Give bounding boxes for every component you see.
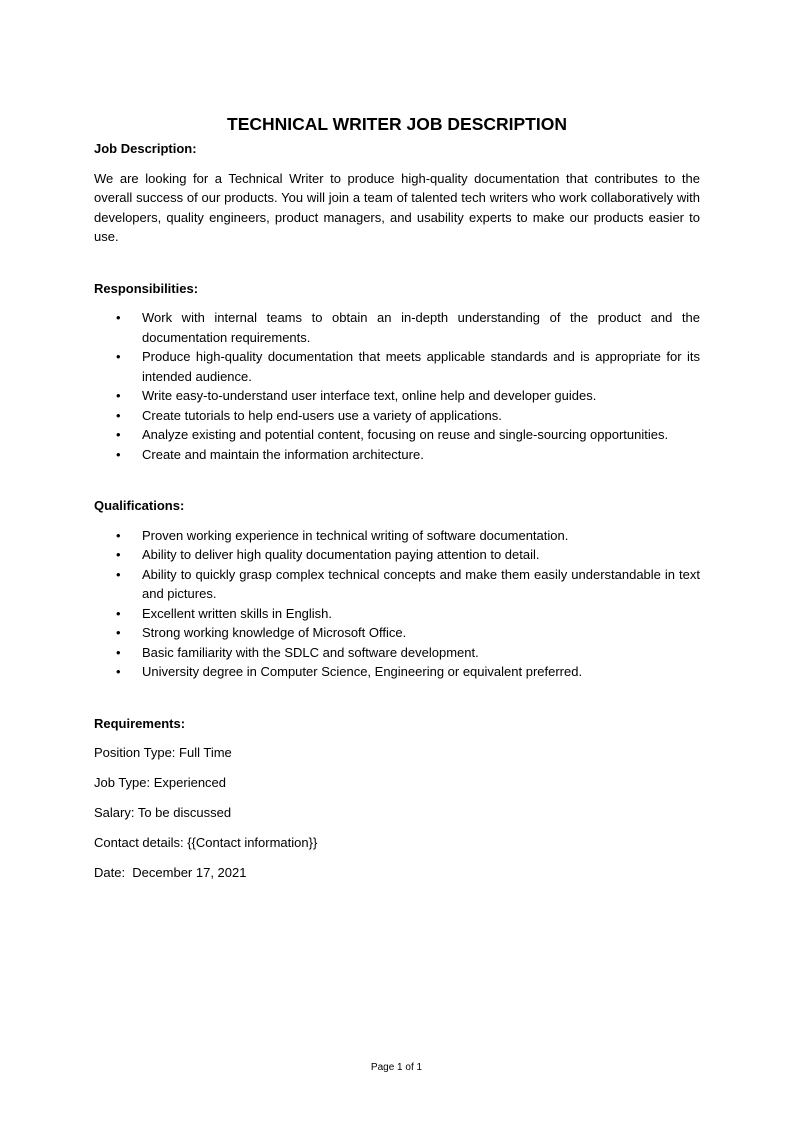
responsibilities-list (94, 308, 700, 464)
job-type: Job Type: Experienced (94, 775, 227, 790)
job-description-heading: Job Description: (94, 141, 197, 156)
responsibility-text: Write easy-to-understand user interface text, online help and developer guides. (142, 388, 597, 403)
list-item (94, 406, 700, 426)
list-item (94, 662, 700, 682)
list-item (94, 643, 700, 663)
list-item (94, 545, 700, 565)
page-title: TECHNICAL WRITER JOB DESCRIPTION (227, 114, 567, 134)
bullet-icon: • (116, 605, 121, 621)
bullet-icon: • (116, 427, 121, 442)
bullet-icon: • (116, 547, 121, 562)
qualifications-heading: Qualifications: (94, 498, 185, 513)
list-item (94, 386, 700, 406)
qualification-text: Ability to deliver high quality documentation paying attention to detail. (142, 547, 540, 562)
list-item (94, 308, 700, 347)
list-item (94, 526, 700, 546)
responsibility-text: Produce high-quality documentation that meets applicable standards and is appropriate for its intended audience. (142, 349, 700, 384)
qualifications-list (94, 526, 700, 682)
list-item (94, 565, 700, 604)
bullet-icon: • (116, 349, 121, 364)
bullet-icon: • (116, 527, 121, 543)
qualification-text: Basic familiarity with the SDLC and software development. (142, 644, 479, 660)
requirements-heading: Requirements: (94, 715, 186, 731)
bullet-icon: • (116, 388, 121, 403)
qualification-text: Proven working experience in technical writing of software documentation. (142, 527, 569, 543)
bullet-icon: • (116, 310, 121, 325)
list-item (94, 445, 700, 465)
qualification-text: Strong working knowledge of Microsoft Office. (142, 625, 407, 640)
list-item (94, 604, 700, 624)
bullet-icon: • (116, 566, 121, 582)
job-description-text: We are looking for a Technical Writer to produce high-quality documentation that contributes to the overall success of our products. You will join a team of talented tech writers who work collaboratively with developers, quality engineers, product managers, and usability experts to make our products easier to use. (94, 170, 700, 244)
qualification-text: University degree in Computer Science, Engineering or equivalent preferred. (142, 664, 583, 679)
bullet-icon: • (116, 446, 121, 462)
contact-details: Contact details: {{Contact information}} (94, 835, 318, 850)
salary: Salary: To be discussed (94, 805, 232, 820)
position-type: Position Type: Full Time (94, 745, 232, 760)
responsibility-text: Create and maintain the information architecture. (142, 446, 424, 462)
responsibilities-heading: Responsibilities: (94, 280, 199, 296)
list-item (94, 425, 700, 445)
responsibility-text: Work with internal teams to obtain an in-depth understanding of the product and the documentation requirements. (142, 310, 700, 345)
responsibility-text: Create tutorials to help end-users use a variety of applications. (142, 407, 502, 423)
page-footer: Page 1 of 1 (370, 1062, 423, 1073)
qualification-text: Ability to quickly grasp complex technical concepts and make them easily understandable in text and pictures. (142, 566, 700, 601)
bullet-icon: • (116, 407, 121, 423)
qualification-text: Excellent written skills in English. (142, 605, 333, 621)
bullet-icon: • (116, 644, 121, 660)
document-body (94, 113, 700, 893)
bullet-icon: • (116, 664, 121, 679)
list-item (94, 347, 700, 386)
bullet-icon: • (116, 625, 121, 640)
responsibility-text: Analyze existing and potential content, focusing on reuse and single-sourcing opportunities. (142, 427, 669, 442)
posting-date: Date: December 17, 2021 (94, 865, 247, 880)
list-item (94, 623, 700, 643)
